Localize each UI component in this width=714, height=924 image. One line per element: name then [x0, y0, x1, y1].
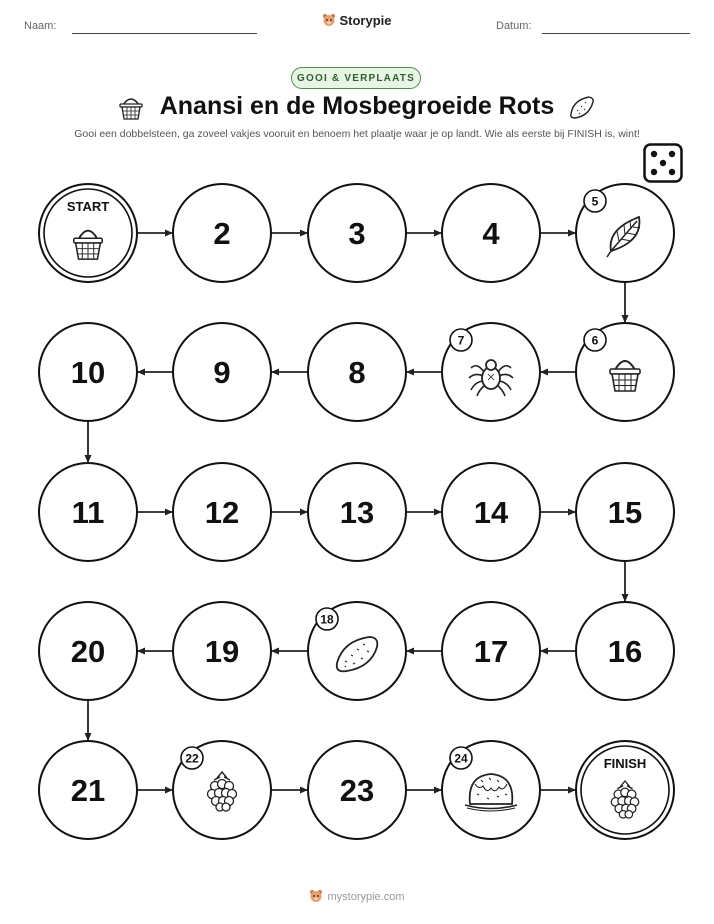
board-space-18[interactable] [308, 602, 406, 700]
brand-name: Storypie [339, 13, 392, 28]
space-number: 12 [204, 495, 240, 530]
name-label: Naam: [24, 20, 57, 32]
board-space-16[interactable] [576, 602, 674, 700]
space-number: 17 [473, 634, 509, 669]
start-label: START [66, 199, 110, 214]
date-label: Datum: [496, 20, 532, 32]
space-number: 5 [591, 194, 599, 209]
board-spaces [39, 184, 674, 839]
board-space-25[interactable] [576, 741, 674, 839]
space-number: 10 [70, 355, 106, 390]
space-number: 6 [591, 333, 599, 348]
space-number: 14 [473, 495, 509, 530]
space-number: 3 [348, 216, 366, 251]
space-number: 24 [454, 751, 468, 766]
finish-label: FINISH [603, 756, 647, 771]
board-space-6[interactable] [576, 323, 674, 421]
space-number: 4 [482, 216, 500, 251]
space-number: 11 [71, 495, 105, 530]
board-space-21[interactable] [39, 741, 137, 839]
space-number: 7 [457, 333, 465, 348]
space-number: 8 [348, 355, 366, 390]
footer [0, 889, 714, 903]
space-number: 20 [70, 634, 106, 669]
board-space-23[interactable] [308, 741, 406, 839]
space-number: 18 [320, 612, 334, 627]
board-space-1[interactable] [39, 184, 137, 282]
board-space-14[interactable] [442, 463, 540, 561]
space-number: 16 [607, 634, 643, 669]
page-title: Anansi en de Mosbegroeide Rots [159, 92, 555, 120]
space-number: 21 [70, 773, 106, 808]
footer-url: mystorypie.com [327, 891, 405, 903]
space-number: 22 [185, 751, 199, 766]
board-space-24[interactable] [442, 741, 540, 839]
instructions: Gooi een dobbelsteen, ga zoveel vakjes vooruit en benoem het plaatje waar je op landt. Wie als eerste bij FINISH is, wint! [74, 128, 640, 140]
board-space-15[interactable] [576, 463, 674, 561]
board-space-10[interactable] [39, 323, 137, 421]
board-space-11[interactable] [39, 463, 137, 561]
space-number: 13 [339, 495, 375, 530]
board-space-20[interactable] [39, 602, 137, 700]
board-space-8[interactable] [308, 323, 406, 421]
board-space-3[interactable] [308, 184, 406, 282]
space-number: 19 [204, 634, 240, 669]
space-number: 15 [607, 495, 643, 530]
board-space-2[interactable] [173, 184, 271, 282]
board-space-22[interactable] [173, 741, 271, 839]
board-space-12[interactable] [173, 463, 271, 561]
board-space-7[interactable] [442, 323, 540, 421]
bear-logo-icon [309, 889, 323, 903]
space-number: 23 [339, 773, 375, 808]
board-space-13[interactable] [308, 463, 406, 561]
space-number: 9 [213, 355, 231, 390]
board-space-9[interactable] [173, 323, 271, 421]
game-type-badge: GOOI & VERPLAATS [291, 67, 421, 89]
board-space-5[interactable] [576, 184, 674, 282]
board-space-19[interactable] [173, 602, 271, 700]
board-space-17[interactable] [442, 602, 540, 700]
board-space-4[interactable] [442, 184, 540, 282]
space-number: 2 [213, 216, 231, 251]
